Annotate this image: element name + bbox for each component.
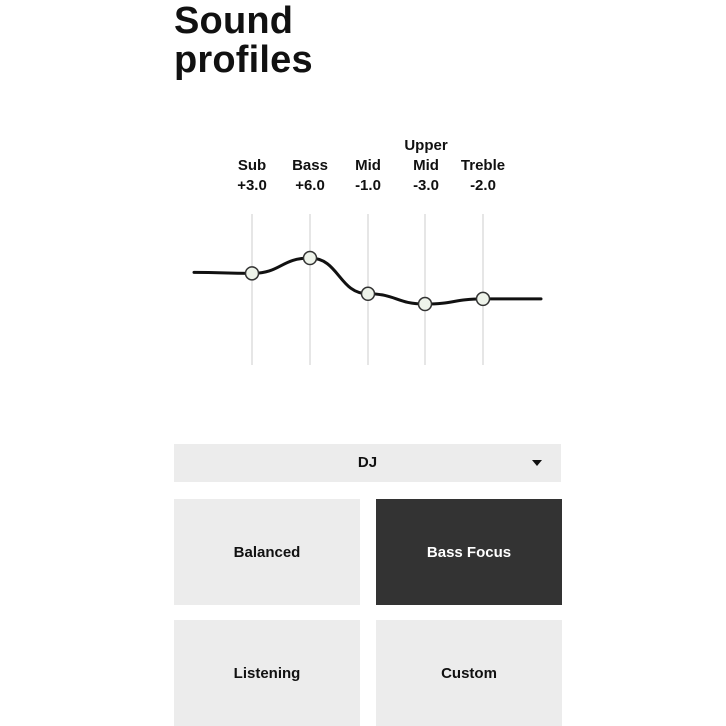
band-name: Sub (237, 157, 267, 174)
page-title-line-2: profiles (174, 39, 313, 81)
band-name: Mid (413, 157, 439, 174)
band-name: Treble (460, 157, 506, 174)
band-handle-5[interactable] (477, 292, 490, 305)
profile-balanced-button[interactable]: Balanced (174, 499, 360, 605)
band-handle-3[interactable] (362, 287, 375, 300)
band-name: Mid (355, 157, 381, 174)
band-value: +3.0 (237, 177, 267, 194)
band-value: +6.0 (295, 177, 325, 194)
band-value: -1.0 (355, 177, 381, 194)
profile-bass-focus-button[interactable]: Bass Focus (376, 499, 562, 605)
preset-dropdown[interactable] (174, 444, 561, 482)
profile-listening-button[interactable]: Listening (174, 620, 360, 726)
page-title-line-1: Sound (174, 0, 294, 42)
band-value: -2.0 (470, 177, 496, 194)
band-value: -3.0 (413, 177, 439, 194)
preset-dropdown-value: DJ (357, 454, 378, 471)
band-name-line-1: Upper (404, 137, 448, 154)
profile-custom-button[interactable]: Custom (376, 620, 562, 726)
chevron-down-icon (532, 460, 542, 466)
band-handle-4[interactable] (419, 298, 432, 311)
band-name: Bass (292, 157, 328, 174)
band-handle-1[interactable] (246, 267, 259, 280)
band-handle-2[interactable] (304, 252, 317, 265)
